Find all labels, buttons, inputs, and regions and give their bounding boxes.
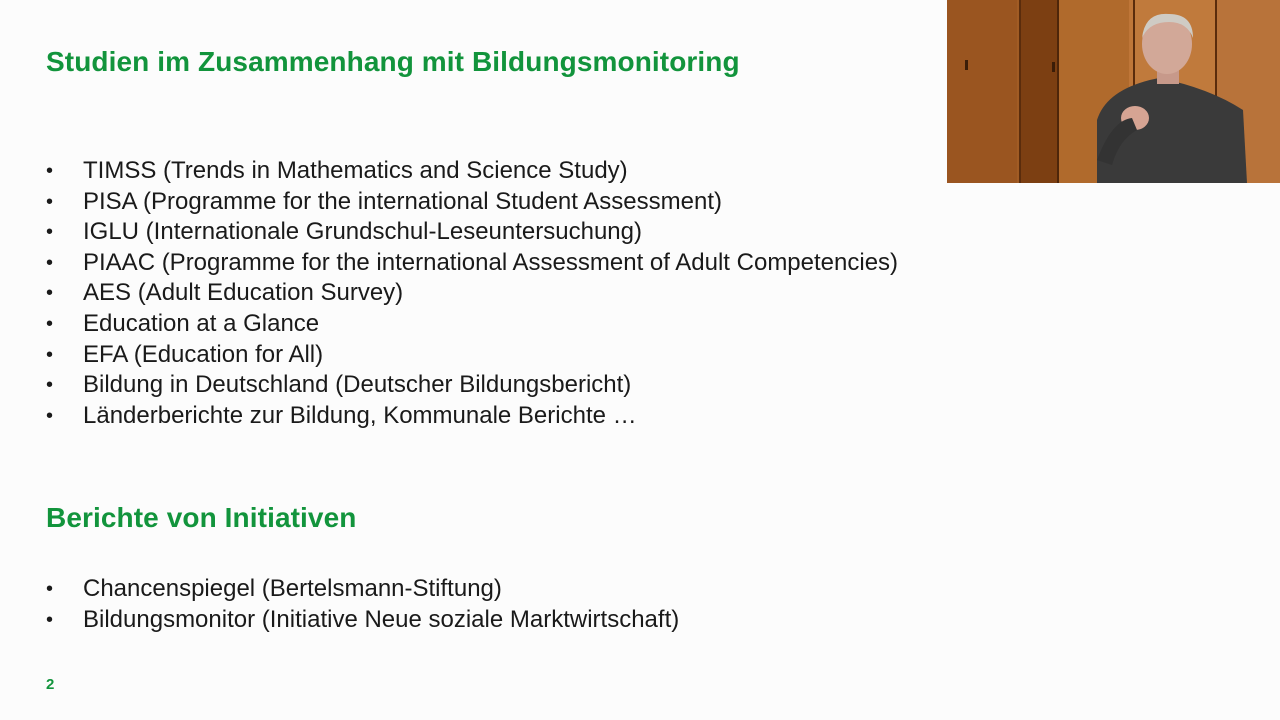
list-item: • Bildungsmonitor (Initiative Neue soziale Marktwirtschaft) [46, 605, 679, 636]
cabinet-seam [1019, 0, 1021, 183]
bullet-icon: • [46, 578, 54, 600]
slide-title: Studien im Zusammenhang mit Bildungsmonitoring [46, 46, 740, 77]
list-item: • IGLU (Internationale Grundschul-Leseuntersuchung) [46, 217, 898, 248]
list-item: • EFA (Education for All) [46, 340, 898, 371]
cabinet-seam [1057, 0, 1059, 183]
bullet-icon: • [46, 312, 54, 335]
list-item: • Education at a Glance [46, 309, 898, 340]
cabinet-panel [947, 0, 1017, 183]
studies-list [46, 156, 898, 431]
bullet-icon: • [46, 404, 54, 427]
presenter-video-frame [947, 0, 1280, 183]
cabinet-handle [1052, 62, 1055, 72]
bullet-icon: • [46, 608, 54, 631]
bullet-icon: • [46, 343, 54, 366]
bullet-icon: • [46, 251, 54, 274]
cabinet-handle [965, 60, 968, 70]
bullet-icon: • [46, 190, 54, 213]
presenter-video-icon [947, 0, 1280, 183]
cabinet-panel [1021, 0, 1057, 183]
list-item: • TIMSS (Trends in Mathematics and Science Study) [46, 156, 898, 187]
list-item: • PIAAC (Programme for the international Assessment of Adult Competencies) [46, 248, 898, 279]
list-item: • AES (Adult Education Survey) [46, 278, 898, 309]
bullet-icon: • [46, 374, 54, 397]
list-item: • Länderberichte zur Bildung, Kommunale Berichte … [46, 401, 898, 432]
bullet-icon: • [46, 160, 54, 182]
initiatives-list [46, 574, 679, 635]
list-item: • PISA (Programme for the international Student Assessment) [46, 187, 898, 218]
bullet-icon: • [46, 282, 54, 305]
list-item: • Bildung in Deutschland (Deutscher Bildungsbericht) [46, 370, 898, 401]
list-item: • Chancenspiegel (Bertelsmann-Stiftung) [46, 574, 679, 605]
section-heading: Berichte von Initiativen [46, 502, 357, 533]
page-number: 2 [46, 676, 55, 693]
bullet-icon: • [46, 221, 54, 244]
